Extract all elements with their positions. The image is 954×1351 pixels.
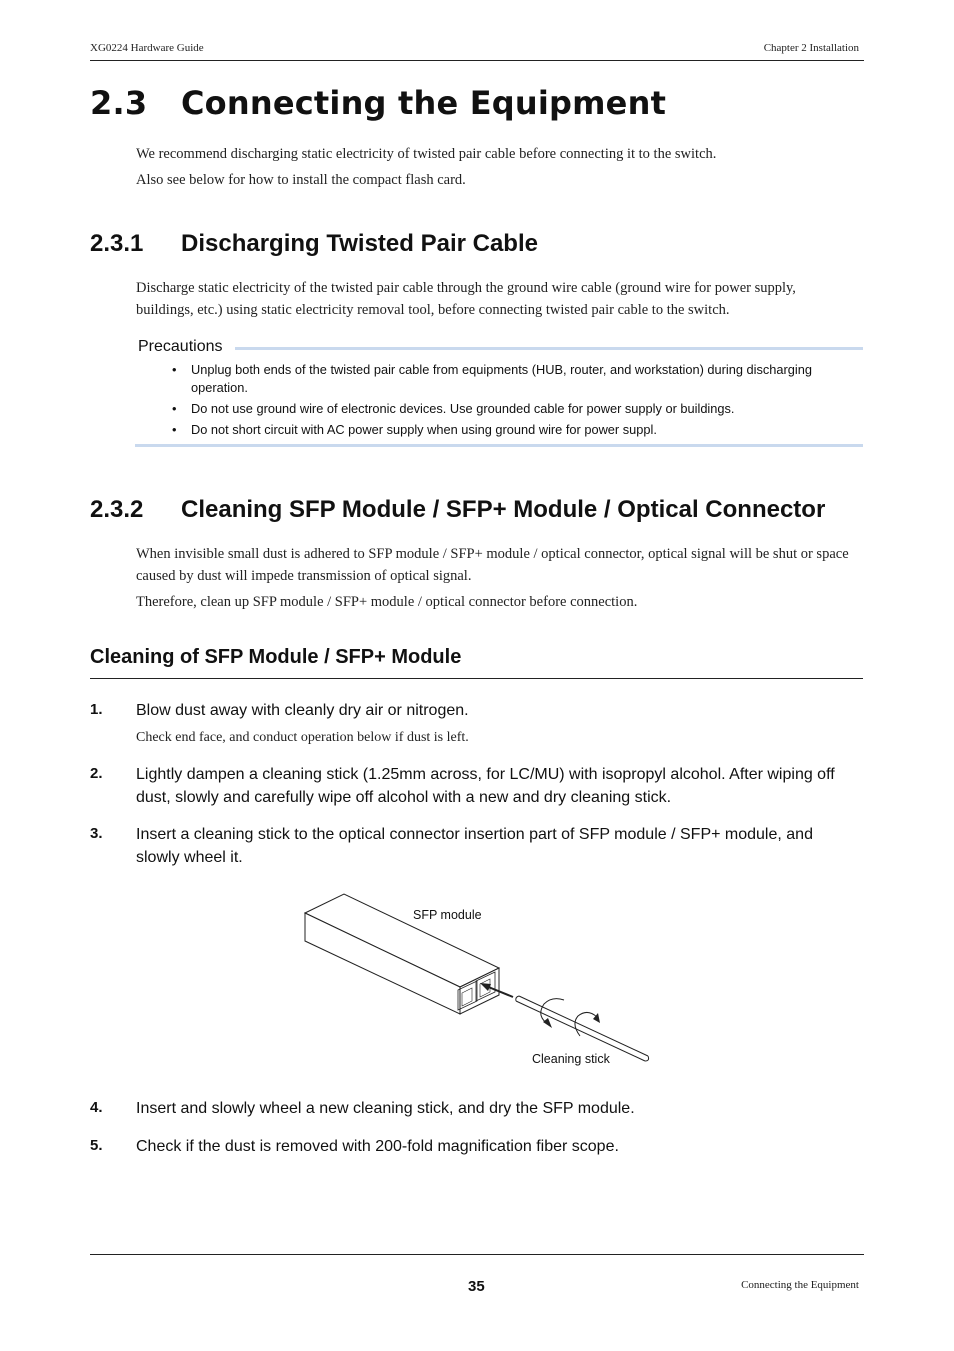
step-number: 1.: [90, 701, 103, 718]
subsection-1-para-line-2: buildings, etc.) using static electricity removal tool, before connecting twisted pair cable to the switch.: [136, 302, 730, 318]
subsection-number: 2.3.2: [90, 496, 144, 523]
section-heading: [90, 84, 666, 122]
step-text: Lightly dampen a cleaning stick (1.25mm across, for LC/MU) with isopropyl alcohol. After wiping off dust, slowly and carefully wipe off alcohol with a new and dry cleaning stick.: [136, 766, 835, 806]
precautions-bottom-rule: [135, 444, 863, 447]
running-header-left: XG0224 Hardware Guide: [90, 42, 204, 54]
subsection-heading-1: [90, 230, 538, 258]
page-number: 35: [468, 1278, 485, 1295]
precautions-top-rule: [235, 347, 863, 350]
bullet-marker: •: [172, 401, 177, 416]
subsection-title: Cleaning SFP Module / SFP+ Module / Optical Connector: [181, 496, 826, 523]
subsection-number: 2.3.1: [90, 230, 144, 257]
step-text: Insert a cleaning stick to the optical connector insertion part of SFP module / SFP+ module, and slowly wheel it.: [136, 826, 813, 866]
cleaning-heading: Cleaning of SFP Module / SFP+ Module: [90, 646, 462, 668]
subsection-title: Discharging Twisted Pair Cable: [181, 230, 538, 257]
step-text: Insert and slowly wheel a new cleaning stick, and dry the SFP module.: [136, 1100, 635, 1117]
bullet-marker: •: [172, 422, 177, 437]
step-note: Check end face, and conduct operation below if dust is left.: [136, 730, 469, 745]
subsection-2-para-line-1: When invisible small dust is adhered to SFP module / SFP+ module / optical connector, optical signal will be shut or space: [136, 546, 849, 562]
figure-label-cleaning-stick: Cleaning stick: [532, 1052, 610, 1066]
step-text: Check if the dust is removed with 200-fold magnification fiber scope.: [136, 1138, 619, 1155]
step-number: 3.: [90, 825, 103, 842]
footer-rule: [90, 1254, 864, 1255]
precautions-title: Precautions: [138, 338, 229, 356]
cleaning-heading-rule: [90, 678, 863, 679]
section-intro-2: Also see below for how to install the compact flash card.: [136, 172, 466, 188]
subsection-heading-2: [90, 496, 825, 524]
step-number: 4.: [90, 1099, 103, 1116]
subsection-1-para-line-1: Discharge static electricity of the twisted pair cable through the ground wire cable (ground wire for power supply,: [136, 280, 796, 296]
step-number: 5.: [90, 1137, 103, 1154]
bullet-marker: •: [172, 362, 177, 377]
precaution-item-2: Do not use ground wire of electronic devices. Use grounded cable for power supply or buildings.: [191, 401, 735, 416]
section-intro-1: We recommend discharging static electricity of twisted pair cable before connecting it to the switch.: [136, 146, 717, 162]
running-header-right: Chapter 2 Installation: [763, 42, 859, 54]
step-number: 2.: [90, 765, 103, 782]
precaution-item-1: Unplug both ends of the twisted pair cable from equipments (HUB, router, and workstation) during discharging operation.: [191, 362, 812, 395]
running-footer-right: Connecting the Equipment: [741, 1279, 859, 1291]
figure-label-sfp-module: SFP module: [413, 908, 482, 922]
section-number: 2.3: [90, 84, 148, 122]
subsection-2-para-line-2: caused by dust will impede transmission of optical signal.: [136, 568, 472, 584]
header-rule: [90, 60, 864, 61]
section-title: Connecting the Equipment: [181, 84, 667, 122]
subsection-2-para-2: Therefore, clean up SFP module / SFP+ module / optical connector before connection.: [136, 594, 638, 610]
step-text: Blow dust away with cleanly dry air or nitrogen.: [136, 702, 469, 719]
precaution-item-3: Do not short circuit with AC power supply when using ground wire for power suppl.: [191, 422, 657, 437]
sfp-cleaning-figure: [300, 890, 660, 1075]
